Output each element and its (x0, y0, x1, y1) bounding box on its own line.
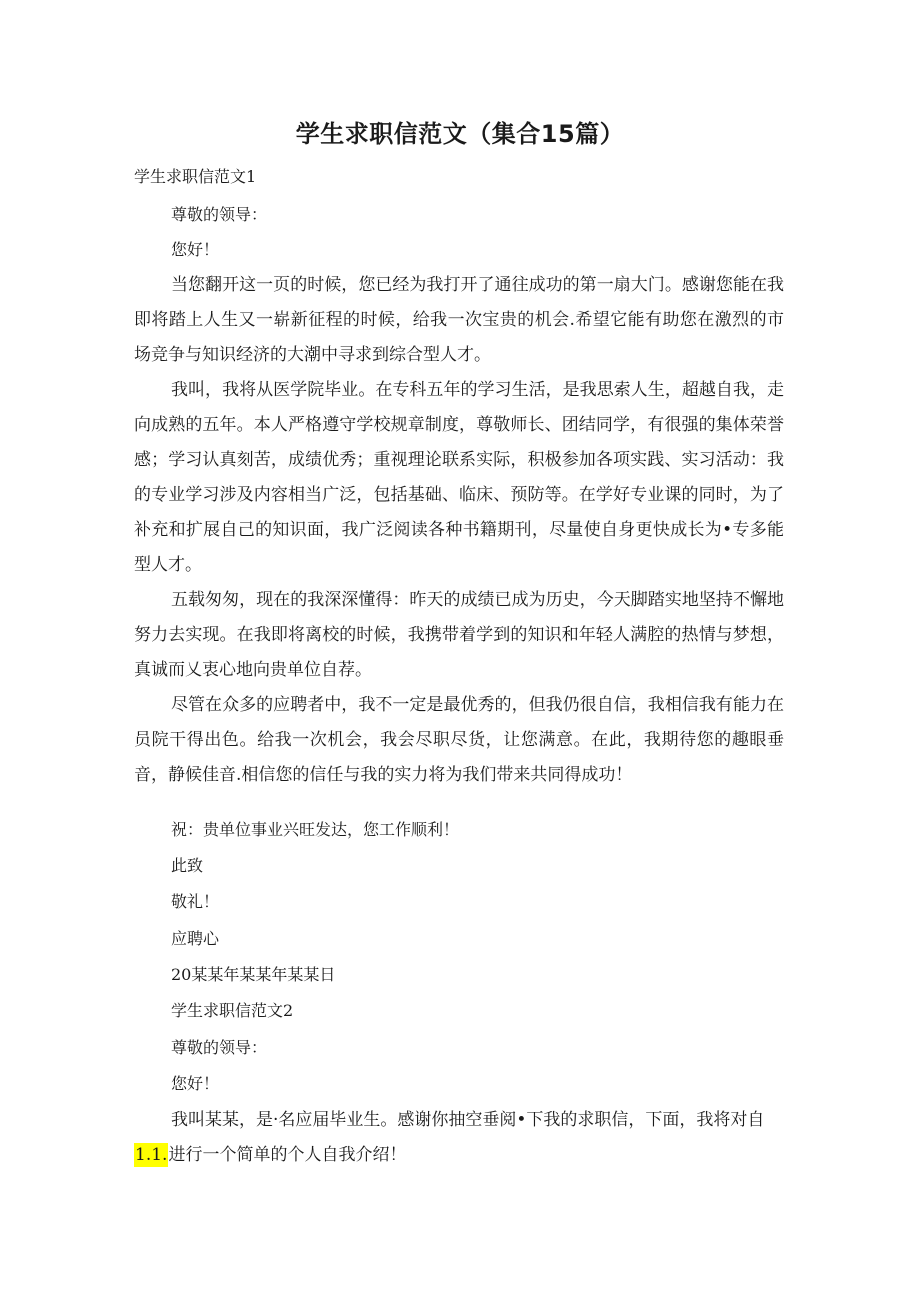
paragraph: 当您翻开这一页的时候，您已经为我打开了通往成功的第一扇大门。感谢您能在我即将踏上人生又一崭新征程的时候，给我一次宝贵的机会.希望它能有助您在激烈的市场竞争与知识经济的大潮中寻求到综合型人才。 (134, 275, 784, 365)
list-marker-highlight: 1.1. (135, 1145, 168, 1165)
salutation-1: 尊敬的领导： (171, 205, 268, 224)
wishes: 祝：贵单位事业兴旺发达，您工作顺利！ (171, 820, 460, 839)
section-heading-1: 学生求职信范文1 (134, 167, 257, 186)
greeting-1: 您好！ (171, 240, 220, 259)
salutation-2: 尊敬的领导： (171, 1038, 268, 1057)
letter-body-1 (134, 268, 784, 793)
paragraph: 尽管在众多的应聘者中，我不一定是最优秀的，但我仍很自信，我相信我有能力在员院干得出色。给我一次机会，我会尽职尽货，让您满意。在此，我期待您的趣眼垂音，静候佳音.相信您的信任与我的实力将为我们带来共同得成功！ (134, 695, 784, 785)
paragraph-2-line-2 (134, 1144, 406, 1166)
signature: 应聘心 (171, 929, 220, 948)
date: 20某某年某某年某某日 (171, 965, 336, 984)
paragraph-2-line-2-text: 进行一个简单的个人自我介绍！ (168, 1145, 407, 1165)
paragraph: 五载匆匆，现在的我深深懂得：昨天的成绩已成为历史，今天脚踏实地坚持不懈地努力去实现。在我即将离校的时候，我携带着学到的知识和年轻人满腔的热情与梦想，真诚而乂衷心地向贵单位自荐。 (134, 590, 784, 680)
document-title: 学生求职信范文（集合15篇） (295, 120, 625, 148)
paragraph: 我叫，我将从医学院毕业。在专科五年的学习生活，是我思索人生，超越自我，走向成熟的五年。本人严格遵守学校规章制度，尊敬师长、团结同学，有很强的集体荣誉感；学习认真刻苦，成绩优秀；重视理论联系实际，积极参加各项实践、实习活动：我的专业学习涉及内容相当广泛，包括基础、临床、预防等。在学好专业课的同时，为了补充和扩展自己的知识面，我广泛阅读各种书籍期刊，尽量使自身更快成长为•专多能型人才。 (134, 380, 784, 575)
closing-line-2: 敬礼！ (171, 892, 220, 911)
paragraph-2-line-1: 我叫某某，是·名应届毕业生。感谢你抽空垂阅•下我的求职信，下面，我将对自 (171, 1110, 765, 1130)
closing-line-1: 此致 (171, 856, 204, 875)
greeting-2: 您好！ (171, 1074, 220, 1093)
section-heading-2: 学生求职信范文2 (171, 1001, 294, 1020)
